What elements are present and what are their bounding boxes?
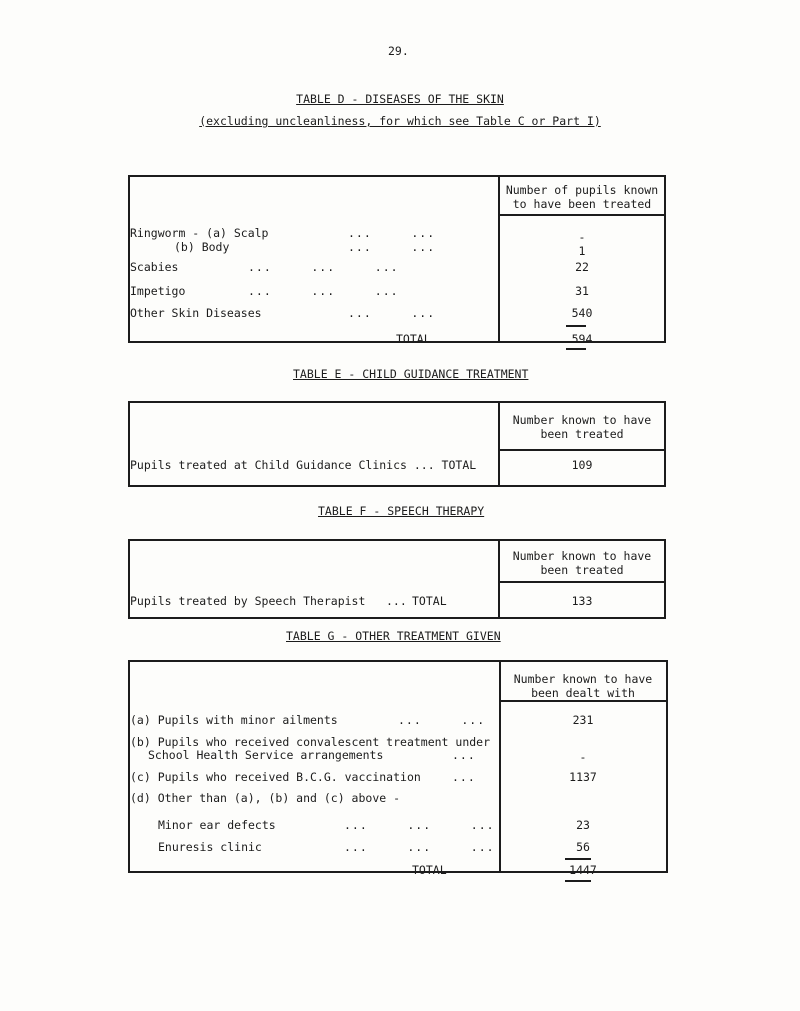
table-g-row-value: 56 bbox=[576, 840, 590, 854]
page-number: 29. bbox=[388, 44, 409, 58]
table-d-row-label: Other Skin Diseases bbox=[130, 306, 262, 320]
table-g-total-value: 1447 bbox=[569, 863, 597, 877]
table-e-title: TABLE E - CHILD GUIDANCE TREATMENT bbox=[293, 367, 529, 381]
table-d-header-line1: Number of pupils known bbox=[505, 183, 659, 197]
table-d-header-line2: to have been treated bbox=[512, 197, 652, 211]
leader-dots: ... bbox=[452, 770, 476, 784]
table-e-header-line2: been treated bbox=[540, 427, 624, 441]
table-f-title: TABLE F - SPEECH THERAPY bbox=[318, 504, 485, 518]
total-rule bbox=[565, 858, 591, 860]
table-d-row-value: 31 bbox=[575, 284, 589, 298]
table-e-row-value: 109 bbox=[571, 458, 593, 472]
table-g-total-label: TOTAL bbox=[412, 863, 447, 877]
table-f-row-value: 133 bbox=[571, 594, 593, 608]
table-g-row-value: 23 bbox=[576, 818, 590, 832]
table-d-row-value: - bbox=[578, 230, 586, 244]
table-g-row-value: - bbox=[579, 750, 587, 764]
table-g-header-rule bbox=[499, 700, 667, 702]
table-d-row-label: Ringworm - (a) Scalp bbox=[130, 226, 269, 240]
table-d-row-label: Scabies bbox=[130, 260, 179, 274]
table-d-title: TABLE D - DISEASES OF THE SKIN bbox=[296, 92, 504, 106]
leader-dots: ... bbox=[452, 748, 476, 762]
leader-dots: ... ... bbox=[348, 226, 436, 240]
leader-dots: ... ... bbox=[398, 713, 486, 727]
table-g-row-label: Enuresis clinic bbox=[158, 840, 262, 854]
table-f-row-label: Pupils treated by Speech Therapist bbox=[130, 594, 366, 608]
table-d-row-label: (b) Body bbox=[174, 240, 230, 254]
table-g-row-value: 231 bbox=[572, 713, 594, 727]
total-rule bbox=[566, 325, 586, 327]
table-d-row-value: 540 bbox=[571, 306, 593, 320]
table-f-header-rule bbox=[498, 581, 665, 583]
leader-dots: ... bbox=[386, 594, 407, 608]
leader-dots: ... ... ... bbox=[248, 260, 399, 274]
leader-dots: ... ... ... bbox=[344, 840, 495, 854]
table-g-row-label: (b) Pupils who received convalescent treatment under bbox=[130, 735, 491, 749]
table-d-header-rule bbox=[498, 214, 665, 216]
table-e-row-label: Pupils treated at Child Guidance Clinics ... TOTAL bbox=[130, 458, 477, 472]
table-d-subtitle: (excluding uncleanliness, for which see Table C or Part I) bbox=[199, 114, 601, 128]
leader-dots: ... ... ... bbox=[344, 818, 495, 832]
table-g-header-line1: Number known to have bbox=[513, 672, 653, 686]
leader-dots: ... ... ... bbox=[248, 284, 399, 298]
table-d-row-value: 1 bbox=[578, 244, 586, 258]
table-f-header-line1: Number known to have bbox=[512, 549, 652, 563]
total-rule bbox=[565, 880, 591, 882]
total-rule bbox=[566, 348, 586, 350]
table-g-row-label: (a) Pupils with minor ailments bbox=[130, 713, 338, 727]
table-g-row-label: (c) Pupils who received B.C.G. vaccination bbox=[130, 770, 421, 784]
table-g-header-line2: been dealt with bbox=[531, 686, 635, 700]
table-d-row-value: 22 bbox=[575, 260, 589, 274]
table-g-row-value: 1137 bbox=[569, 770, 597, 784]
table-f-row-total: TOTAL bbox=[412, 594, 447, 608]
table-e-header-rule bbox=[498, 449, 665, 451]
table-d-total-label: TOTAL bbox=[396, 332, 431, 346]
table-g-row-label: (d) Other than (a), (b) and (c) above - bbox=[130, 791, 401, 805]
leader-dots: ... ... bbox=[348, 240, 436, 254]
table-d-row-label: Impetigo bbox=[130, 284, 186, 298]
table-e-header-line1: Number known to have bbox=[512, 413, 652, 427]
leader-dots: ... ... bbox=[348, 306, 436, 320]
table-d-total-value: 594 bbox=[571, 332, 593, 346]
table-g-row-label2: School Health Service arrangements bbox=[148, 748, 384, 762]
table-g-title: TABLE G - OTHER TREATMENT GIVEN bbox=[286, 629, 501, 643]
table-f-header-line2: been treated bbox=[540, 563, 624, 577]
table-g-row-label: Minor ear defects bbox=[158, 818, 276, 832]
